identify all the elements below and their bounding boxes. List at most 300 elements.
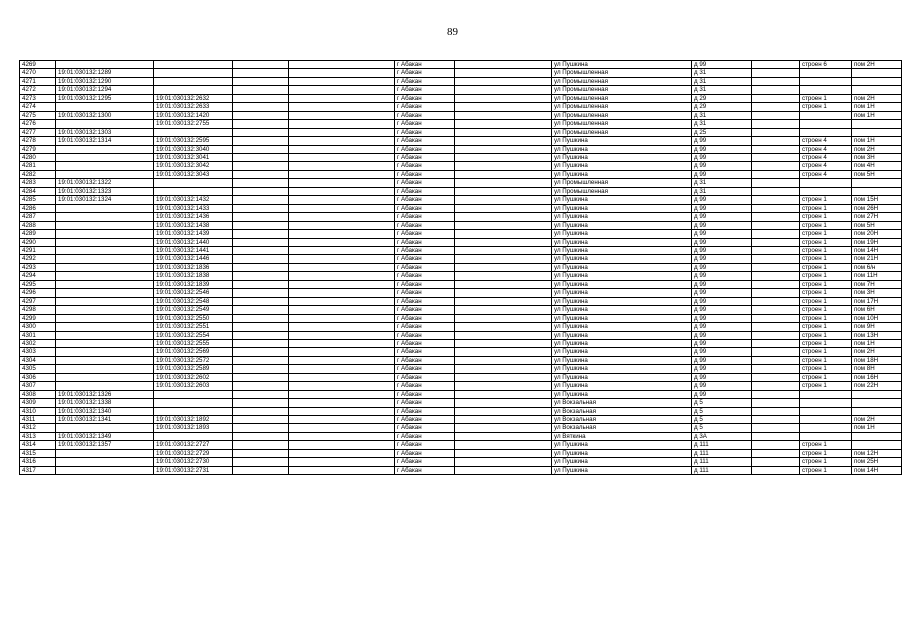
blank-cell-c: [455, 153, 552, 161]
house-cell: д 31: [692, 187, 752, 195]
blank-cell-a: [233, 458, 289, 466]
house-cell: д 5: [692, 416, 752, 424]
table-row: [20, 339, 902, 347]
blank-cell-a: [233, 137, 289, 145]
house-cell: д 111: [692, 466, 752, 474]
blank-cell-c: [455, 424, 552, 432]
blank-cell-c: [455, 69, 552, 77]
table-row: [20, 449, 902, 457]
blank-cell-c: [455, 196, 552, 204]
city-cell: г Абакан: [395, 162, 455, 170]
premises-cadastral-cell: 19:01:030132:2632: [154, 94, 233, 102]
city-cell: г Абакан: [395, 230, 455, 238]
house-cell: д 99: [692, 297, 752, 305]
blank-cell-b: [289, 323, 395, 331]
row-number-cell: 4294: [20, 272, 56, 280]
blank-cell-c: [455, 348, 552, 356]
premises-cadastral-cell: [154, 86, 233, 94]
house-cell: д 99: [692, 204, 752, 212]
row-number-cell: 4314: [20, 441, 56, 449]
premises-cadastral-cell: [154, 390, 233, 398]
blank-cell-d: [752, 86, 800, 94]
table-row: [20, 306, 902, 314]
house-cell: д 99: [692, 162, 752, 170]
premises-cell: пом 2Н: [852, 145, 902, 153]
blank-cell-b: [289, 111, 395, 119]
building-block-cell: строен 1: [800, 272, 852, 280]
building-block-cell: строен 1: [800, 365, 852, 373]
premises-cadastral-cell: 19:01:030132:2554: [154, 331, 233, 339]
premises-cadastral-cell: 19:01:030132:2729: [154, 449, 233, 457]
blank-cell-d: [752, 221, 800, 229]
city-cell: г Абакан: [395, 179, 455, 187]
blank-cell-b: [289, 187, 395, 195]
row-number-cell: 4284: [20, 187, 56, 195]
house-cell: д 29: [692, 94, 752, 102]
blank-cell-c: [455, 365, 552, 373]
blank-cell-c: [455, 246, 552, 254]
table-row: [20, 416, 902, 424]
row-number-cell: 4269: [20, 61, 56, 69]
premises-cell: пом 2Н: [852, 348, 902, 356]
premises-cadastral-cell: 19:01:030132:2550: [154, 314, 233, 322]
building-cadastral-cell: [56, 306, 154, 314]
blank-cell-a: [233, 255, 289, 263]
blank-cell-b: [289, 196, 395, 204]
house-cell: д 99: [692, 213, 752, 221]
building-cadastral-cell: [56, 238, 154, 246]
house-cell: д 99: [692, 280, 752, 288]
building-block-cell: строен 1: [800, 255, 852, 263]
blank-cell-a: [233, 339, 289, 347]
house-cell: д 99: [692, 314, 752, 322]
building-cadastral-cell: [56, 373, 154, 381]
building-cadastral-cell: 19:01:030132:1326: [56, 390, 154, 398]
blank-cell-c: [455, 61, 552, 69]
house-cell: д 99: [692, 170, 752, 178]
street-cell: ул Промышленная: [552, 187, 692, 195]
blank-cell-a: [233, 441, 289, 449]
building-block-cell: строен 1: [800, 441, 852, 449]
building-cadastral-cell: 19:01:030132:1300: [56, 111, 154, 119]
row-number-cell: 4276: [20, 120, 56, 128]
street-cell: ул Промышленная: [552, 86, 692, 94]
city-cell: г Абакан: [395, 289, 455, 297]
blank-cell-a: [233, 145, 289, 153]
premises-cadastral-cell: 19:01:030132:2572: [154, 356, 233, 364]
table-row: [20, 255, 902, 263]
premises-cadastral-cell: [154, 432, 233, 440]
row-number-cell: 4317: [20, 466, 56, 474]
house-cell: д 99: [692, 348, 752, 356]
street-cell: ул Пушкина: [552, 289, 692, 297]
premises-cell: пом 2Н: [852, 61, 902, 69]
street-cell: ул Пушкина: [552, 306, 692, 314]
premises-cell: пом 16Н: [852, 373, 902, 381]
row-number-cell: 4275: [20, 111, 56, 119]
blank-cell-d: [752, 128, 800, 136]
blank-cell-c: [455, 407, 552, 415]
premises-cadastral-cell: 19:01:030132:3041: [154, 153, 233, 161]
street-cell: ул Промышленная: [552, 128, 692, 136]
premises-cadastral-cell: 19:01:030132:1432: [154, 196, 233, 204]
blank-cell-c: [455, 432, 552, 440]
blank-cell-a: [233, 348, 289, 356]
blank-cell-d: [752, 280, 800, 288]
house-cell: д 111: [692, 449, 752, 457]
table-row: [20, 69, 902, 77]
premises-cadastral-cell: 19:01:030132:1433: [154, 204, 233, 212]
premises-cadastral-cell: [154, 61, 233, 69]
blank-cell-a: [233, 103, 289, 111]
row-number-cell: 4310: [20, 407, 56, 415]
building-cadastral-cell: 19:01:030132:1290: [56, 77, 154, 85]
city-cell: г Абакан: [395, 238, 455, 246]
blank-cell-b: [289, 77, 395, 85]
blank-cell-b: [289, 213, 395, 221]
premises-cadastral-cell: 19:01:030132:1436: [154, 213, 233, 221]
table-row: [20, 356, 902, 364]
building-block-cell: строен 4: [800, 162, 852, 170]
street-cell: ул Пушкина: [552, 263, 692, 271]
blank-cell-c: [455, 162, 552, 170]
table-row: [20, 331, 902, 339]
blank-cell-d: [752, 230, 800, 238]
blank-cell-a: [233, 213, 289, 221]
city-cell: г Абакан: [395, 196, 455, 204]
blank-cell-c: [455, 145, 552, 153]
city-cell: г Абакан: [395, 204, 455, 212]
blank-cell-c: [455, 111, 552, 119]
house-cell: д 5: [692, 407, 752, 415]
building-block-cell: строен 1: [800, 339, 852, 347]
premises-cadastral-cell: 19:01:030132:1892: [154, 416, 233, 424]
house-cell: д 99: [692, 373, 752, 381]
city-cell: г Абакан: [395, 399, 455, 407]
blank-cell-a: [233, 272, 289, 280]
premises-cell: пом 14Н: [852, 466, 902, 474]
house-cell: д 99: [692, 382, 752, 390]
street-cell: ул Пушкина: [552, 162, 692, 170]
house-cell: д 99: [692, 289, 752, 297]
blank-cell-a: [233, 77, 289, 85]
city-cell: г Абакан: [395, 187, 455, 195]
premises-cell: [852, 120, 902, 128]
street-cell: ул Вокзальная: [552, 399, 692, 407]
blank-cell-a: [233, 61, 289, 69]
building-block-cell: [800, 399, 852, 407]
house-cell: д 99: [692, 255, 752, 263]
house-cell: д 99: [692, 365, 752, 373]
building-cadastral-cell: [56, 255, 154, 263]
city-cell: г Абакан: [395, 331, 455, 339]
building-cadastral-cell: [56, 289, 154, 297]
blank-cell-b: [289, 331, 395, 339]
blank-cell-b: [289, 306, 395, 314]
building-block-cell: [800, 390, 852, 398]
premises-cell: пом 26Н: [852, 204, 902, 212]
street-cell: ул Промышленная: [552, 120, 692, 128]
row-number-cell: 4308: [20, 390, 56, 398]
table-row: [20, 373, 902, 381]
building-cadastral-cell: [56, 458, 154, 466]
blank-cell-d: [752, 356, 800, 364]
blank-cell-d: [752, 263, 800, 271]
blank-cell-a: [233, 221, 289, 229]
blank-cell-c: [455, 356, 552, 364]
blank-cell-c: [455, 204, 552, 212]
row-number-cell: 4295: [20, 280, 56, 288]
row-number-cell: 4303: [20, 348, 56, 356]
blank-cell-a: [233, 373, 289, 381]
blank-cell-c: [455, 399, 552, 407]
blank-cell-c: [455, 466, 552, 474]
premises-cadastral-cell: 19:01:030132:2633: [154, 103, 233, 111]
table-row: [20, 120, 902, 128]
street-cell: ул Пушкина: [552, 441, 692, 449]
city-cell: г Абакан: [395, 432, 455, 440]
blank-cell-c: [455, 221, 552, 229]
blank-cell-c: [455, 289, 552, 297]
blank-cell-d: [752, 416, 800, 424]
table-row: [20, 103, 902, 111]
house-cell: д 99: [692, 153, 752, 161]
premises-cadastral-cell: 19:01:030132:3042: [154, 162, 233, 170]
premises-cadastral-cell: 19:01:030132:2602: [154, 373, 233, 381]
blank-cell-a: [233, 356, 289, 364]
building-cadastral-cell: [56, 103, 154, 111]
premises-cell: пом 2Н: [852, 94, 902, 102]
blank-cell-c: [455, 449, 552, 457]
street-cell: ул Пушкина: [552, 314, 692, 322]
blank-cell-c: [455, 230, 552, 238]
table-row: [20, 221, 902, 229]
blank-cell-c: [455, 255, 552, 263]
city-cell: г Абакан: [395, 69, 455, 77]
premises-cell: [852, 77, 902, 85]
house-cell: д 99: [692, 246, 752, 254]
blank-cell-b: [289, 339, 395, 347]
blank-cell-d: [752, 441, 800, 449]
blank-cell-b: [289, 145, 395, 153]
table-row: [20, 382, 902, 390]
premises-cadastral-cell: 19:01:030132:3043: [154, 170, 233, 178]
premises-cadastral-cell: 19:01:030132:1446: [154, 255, 233, 263]
building-block-cell: строен 1: [800, 263, 852, 271]
premises-cadastral-cell: 19:01:030132:1440: [154, 238, 233, 246]
building-block-cell: [800, 407, 852, 415]
table-row: [20, 272, 902, 280]
building-block-cell: [800, 179, 852, 187]
building-cadastral-cell: [56, 221, 154, 229]
row-number-cell: 4311: [20, 416, 56, 424]
blank-cell-b: [289, 424, 395, 432]
table-row: [20, 61, 902, 69]
blank-cell-d: [752, 170, 800, 178]
blank-cell-d: [752, 272, 800, 280]
blank-cell-a: [233, 314, 289, 322]
city-cell: г Абакан: [395, 61, 455, 69]
row-number-cell: 4273: [20, 94, 56, 102]
city-cell: г Абакан: [395, 416, 455, 424]
building-cadastral-cell: 19:01:030132:1324: [56, 196, 154, 204]
row-number-cell: 4280: [20, 153, 56, 161]
street-cell: ул Пушкина: [552, 331, 692, 339]
building-cadastral-cell: [56, 449, 154, 457]
blank-cell-d: [752, 348, 800, 356]
premises-cadastral-cell: [154, 179, 233, 187]
row-number-cell: 4309: [20, 399, 56, 407]
table-row: [20, 204, 902, 212]
premises-cadastral-cell: [154, 77, 233, 85]
blank-cell-b: [289, 297, 395, 305]
house-cell: д 99: [692, 230, 752, 238]
blank-cell-c: [455, 120, 552, 128]
building-block-cell: строен 1: [800, 94, 852, 102]
building-cadastral-cell: [56, 382, 154, 390]
row-number-cell: 4286: [20, 204, 56, 212]
row-number-cell: 4307: [20, 382, 56, 390]
city-cell: г Абакан: [395, 94, 455, 102]
premises-cell: пом 3Н: [852, 153, 902, 161]
house-cell: д 31: [692, 86, 752, 94]
building-block-cell: строен 1: [800, 221, 852, 229]
building-block-cell: строен 1: [800, 306, 852, 314]
blank-cell-d: [752, 289, 800, 297]
blank-cell-a: [233, 179, 289, 187]
row-number-cell: 4304: [20, 356, 56, 364]
blank-cell-a: [233, 111, 289, 119]
blank-cell-a: [233, 153, 289, 161]
blank-cell-c: [455, 137, 552, 145]
premises-cell: пом 5Н: [852, 170, 902, 178]
premises-cell: [852, 69, 902, 77]
blank-cell-c: [455, 280, 552, 288]
row-number-cell: 4283: [20, 179, 56, 187]
premises-cadastral-cell: [154, 187, 233, 195]
row-number-cell: 4270: [20, 69, 56, 77]
house-cell: д 5: [692, 399, 752, 407]
table-row: [20, 213, 902, 221]
row-number-cell: 4298: [20, 306, 56, 314]
row-number-cell: 4296: [20, 289, 56, 297]
street-cell: ул Пушкина: [552, 365, 692, 373]
building-block-cell: [800, 86, 852, 94]
street-cell: ул Пушкина: [552, 145, 692, 153]
city-cell: г Абакан: [395, 365, 455, 373]
blank-cell-b: [289, 246, 395, 254]
premises-cell: пом 11Н: [852, 272, 902, 280]
blank-cell-c: [455, 238, 552, 246]
blank-cell-a: [233, 390, 289, 398]
street-cell: ул Промышленная: [552, 77, 692, 85]
premises-cell: пом 18Н: [852, 356, 902, 364]
blank-cell-c: [455, 187, 552, 195]
premises-cadastral-cell: 19:01:030132:2549: [154, 306, 233, 314]
street-cell: ул Пушкина: [552, 137, 692, 145]
building-block-cell: [800, 77, 852, 85]
city-cell: г Абакан: [395, 255, 455, 263]
street-cell: ул Вокзальная: [552, 407, 692, 415]
building-cadastral-cell: [56, 120, 154, 128]
premises-cadastral-cell: 19:01:030132:1441: [154, 246, 233, 254]
blank-cell-d: [752, 331, 800, 339]
building-block-cell: [800, 120, 852, 128]
blank-cell-d: [752, 339, 800, 347]
table-row: [20, 94, 902, 102]
row-number-cell: 4291: [20, 246, 56, 254]
table-row: [20, 399, 902, 407]
blank-cell-b: [289, 407, 395, 415]
blank-cell-a: [233, 69, 289, 77]
blank-cell-a: [233, 416, 289, 424]
blank-cell-b: [289, 179, 395, 187]
blank-cell-a: [233, 120, 289, 128]
blank-cell-b: [289, 69, 395, 77]
table-row: [20, 145, 902, 153]
building-cadastral-cell: [56, 263, 154, 271]
blank-cell-a: [233, 297, 289, 305]
blank-cell-d: [752, 432, 800, 440]
row-number-cell: 4292: [20, 255, 56, 263]
table-body: [20, 61, 902, 475]
blank-cell-b: [289, 280, 395, 288]
city-cell: г Абакан: [395, 458, 455, 466]
building-cadastral-cell: [56, 297, 154, 305]
premises-cadastral-cell: 19:01:030132:1838: [154, 272, 233, 280]
city-cell: г Абакан: [395, 407, 455, 415]
blank-cell-c: [455, 94, 552, 102]
cadastral-register-table: [19, 60, 902, 475]
table-row: [20, 280, 902, 288]
blank-cell-a: [233, 204, 289, 212]
blank-cell-b: [289, 289, 395, 297]
blank-cell-d: [752, 382, 800, 390]
city-cell: г Абакан: [395, 263, 455, 271]
premises-cell: пом 5Н: [852, 221, 902, 229]
city-cell: г Абакан: [395, 170, 455, 178]
building-block-cell: строен 1: [800, 373, 852, 381]
blank-cell-b: [289, 255, 395, 263]
blank-cell-c: [455, 314, 552, 322]
premises-cell: пом 3Н: [852, 289, 902, 297]
premises-cell: пом 1Н: [852, 137, 902, 145]
city-cell: г Абакан: [395, 424, 455, 432]
premises-cell: пом 1Н: [852, 111, 902, 119]
table-row: [20, 179, 902, 187]
blank-cell-a: [233, 449, 289, 457]
blank-cell-d: [752, 77, 800, 85]
premises-cell: пом 8Н: [852, 365, 902, 373]
premises-cell: [852, 179, 902, 187]
street-cell: ул Пушкина: [552, 230, 692, 238]
table-row: [20, 348, 902, 356]
street-cell: ул Промышленная: [552, 111, 692, 119]
blank-cell-a: [233, 128, 289, 136]
street-cell: ул Пушкина: [552, 339, 692, 347]
street-cell: ул Пушкина: [552, 382, 692, 390]
house-cell: д 99: [692, 306, 752, 314]
building-block-cell: строен 4: [800, 145, 852, 153]
table-row: [20, 441, 902, 449]
premises-cell: пом 21Н: [852, 255, 902, 263]
premises-cadastral-cell: 19:01:030132:2551: [154, 323, 233, 331]
premises-cadastral-cell: [154, 399, 233, 407]
blank-cell-c: [455, 170, 552, 178]
blank-cell-a: [233, 289, 289, 297]
premises-cell: [852, 390, 902, 398]
blank-cell-b: [289, 153, 395, 161]
